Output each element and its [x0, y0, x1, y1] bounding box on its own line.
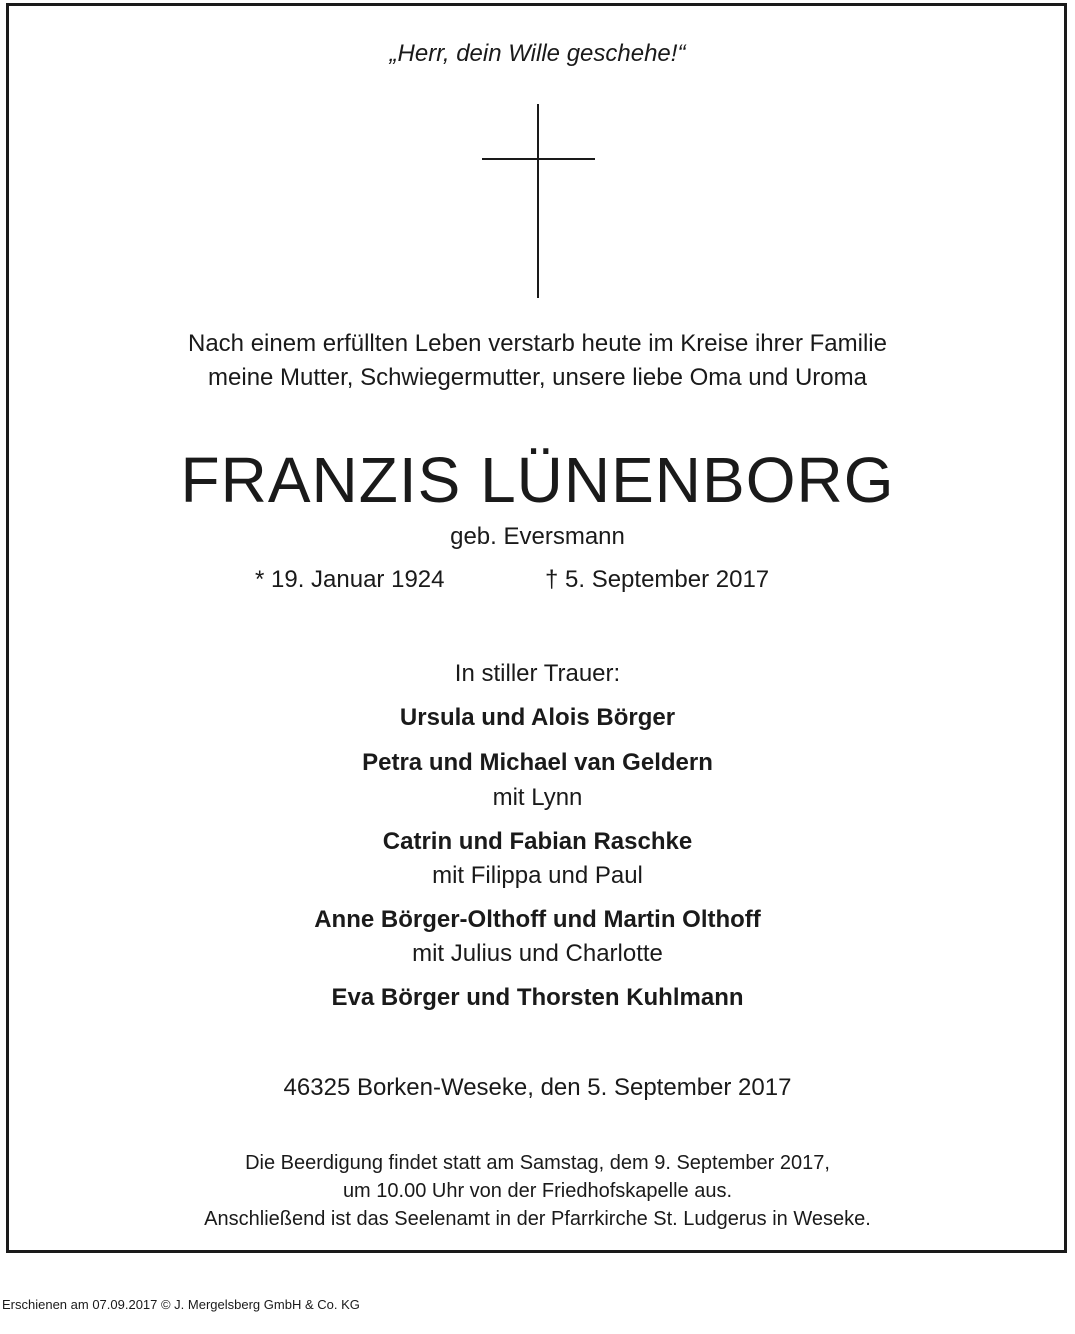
mourner-name: Catrin und Fabian Raschke — [382, 828, 693, 855]
funeral-info-line-2: um 10.00 Uhr von der Friedhofskapelle aus. — [342, 1180, 733, 1202]
mourning-label: In stiller Trauer: — [454, 660, 621, 687]
cross-symbol-vertical — [537, 104, 539, 298]
cross-symbol-horizontal — [482, 158, 595, 160]
deceased-name: FRANZIS LÜNENBORG — [180, 444, 895, 516]
motto-quote: „Herr, dein Wille geschehe!“ — [389, 40, 686, 67]
death-date: † 5. September 2017 — [545, 566, 770, 593]
mourner-children: mit Filippa und Paul — [432, 862, 643, 889]
maiden-name: geb. Eversmann — [450, 523, 625, 550]
mourner-name: Eva Börger und Thorsten Kuhlmann — [331, 984, 744, 1011]
mourner-name: Petra und Michael van Geldern — [362, 749, 713, 776]
mourner-name: Anne Börger-Olthoff und Martin Olthoff — [314, 906, 761, 933]
intro-line-2: meine Mutter, Schwiegermutter, unsere liebe Oma und Uroma — [208, 364, 867, 391]
mourner-children: mit Julius und Charlotte — [412, 940, 663, 967]
publication-footer: Erschienen am 07.09.2017 © J. Mergelsberg GmbH & Co. KG — [2, 1297, 360, 1312]
mourner-name: Ursula und Alois Börger — [399, 704, 676, 731]
birth-date: * 19. Januar 1924 — [255, 566, 445, 593]
place-and-date: 46325 Borken-Weseke, den 5. September 2017 — [283, 1074, 792, 1101]
funeral-info-line-3: Anschließend ist das Seelenamt in der Pfarrkirche St. Ludgerus in Weseke. — [204, 1208, 871, 1230]
mourner-children: mit Lynn — [492, 784, 583, 811]
funeral-info-line-1: Die Beerdigung findet statt am Samstag, dem 9. September 2017, — [245, 1152, 830, 1174]
intro-line-1: Nach einem erfüllten Leben verstarb heute im Kreise ihrer Familie — [188, 330, 887, 357]
